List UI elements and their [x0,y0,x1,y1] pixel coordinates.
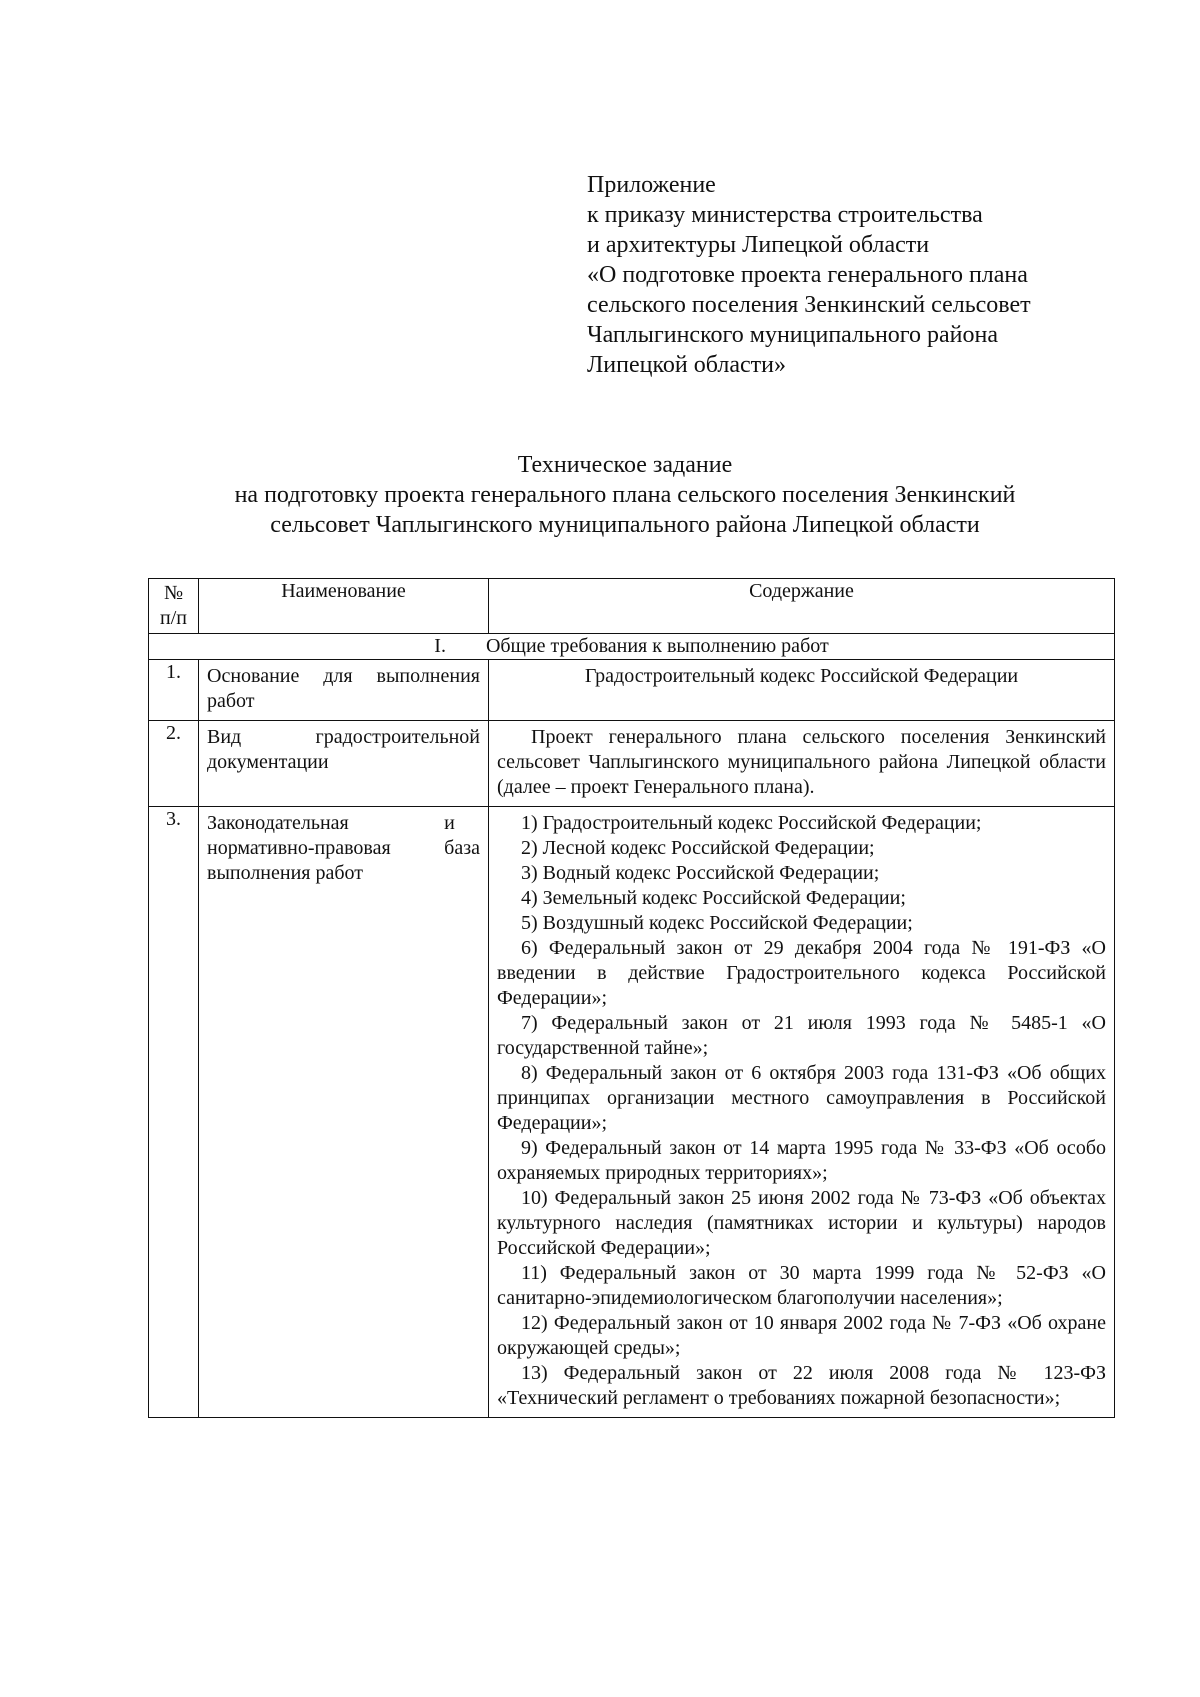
list-item: 6) Федеральный закон от 29 декабря 2004 года № 191-ФЗ «О введении в действие Градостроительного кодекса Российской Федерации»; [497,937,1106,1009]
section-title: I. Общие требования к выполнению работ [149,634,1115,660]
table-row [149,807,1115,1418]
table-row [149,660,1115,721]
document-title [140,450,1110,540]
list-item: 8) Федеральный закон от 6 октября 2003 года 131-ФЗ «Об общих принципах организации местного самоуправления в Российской Федерации»; [497,1062,1106,1134]
appendix-line: Липецкой области» [587,352,786,378]
table-row [149,721,1115,807]
requirements-table [148,578,1115,1418]
row-name-part: база [444,837,480,859]
table-header-row [149,579,1115,634]
row-content: Проект генерального плана сельского поселения Зенкинский сельсовет Чаплыгинского муниципального района Липецкой области (далее – проект Генерального плана). [489,721,1115,807]
row-number: 2. [149,721,199,807]
row-number: 1. [149,660,199,721]
title-subtitle-line: на подготовку проекта генерального плана сельского поселения Зенкинский [234,482,1016,508]
list-item: 13) Федеральный закон от 22 июля 2008 года № 123-ФЗ «Технический регламент о требованиях пожарной безопасности»; [497,1362,1106,1409]
appendix-line: Чаплыгинского муниципального района [587,322,999,348]
appendix-block [587,170,1147,380]
row-name-part: и [444,812,455,834]
row-name-part: выполнения работ [207,862,364,884]
header-num-cell [149,579,199,634]
appendix-line: «О подготовке проекта генерального плана [587,262,1028,288]
list-item: 5) Воздушный кодекс Российской Федерации; [521,912,913,934]
row-content: Градостроительный кодекс Российской Федерации [489,660,1115,721]
title-subtitle-line: сельсовет Чаплыгинского муниципального района Липецкой области [270,512,980,538]
row-number: 3. [149,807,199,1418]
list-item: 3) Водный кодекс Российской Федерации; [521,862,880,884]
list-item: 10) Федеральный закон 25 июня 2002 года № 73-ФЗ «Об объектах культурного наследия (памятниках истории и культуры) народов Российской Федерации»; [497,1187,1106,1259]
header-name-cell: Наименование [199,579,489,634]
list-item: 12) Федеральный закон от 10 января 2002 года № 7-ФЗ «Об охране окружающей среды»; [497,1312,1106,1359]
title-heading: Техническое задание [517,452,733,478]
appendix-line: и архитектуры Липецкой области [587,232,930,258]
header-content-cell: Содержание [489,579,1115,634]
list-item: 2) Лесной кодекс Российской Федерации; [521,837,875,859]
row-name [199,807,489,1418]
row-name-part: нормативно-правовая [207,837,391,859]
header-num-label: п/п [160,607,187,629]
header-num-sign: № [163,582,184,604]
section-row [149,634,1115,660]
row-name-grid [207,811,480,861]
row-content-list [489,807,1115,1418]
list-item: 1) Градостроительный кодекс Российской Федерации; [521,812,982,834]
appendix-line: к приказу министерства строительства [587,202,983,228]
list-item: 11) Федеральный закон от 30 марта 1999 года № 52-ФЗ «О санитарно-эпидемиологическом благополучии населения»; [497,1262,1106,1309]
list-item: 4) Земельный кодекс Российской Федерации; [521,887,906,909]
appendix-line: Приложение [587,172,716,198]
row-name: Основание для выполнения работ [199,660,489,721]
row-name-part: Законодательная [207,812,349,834]
list-item: 9) Федеральный закон от 14 марта 1995 года № 33-ФЗ «Об особо охраняемых природных территориях»; [497,1137,1106,1184]
appendix-line: сельского поселения Зенкинский сельсовет [587,292,1031,318]
list-item: 7) Федеральный закон от 21 июля 1993 года № 5485-1 «О государственной тайне»; [497,1012,1106,1059]
row-name: Вид градостроительной документации [199,721,489,807]
